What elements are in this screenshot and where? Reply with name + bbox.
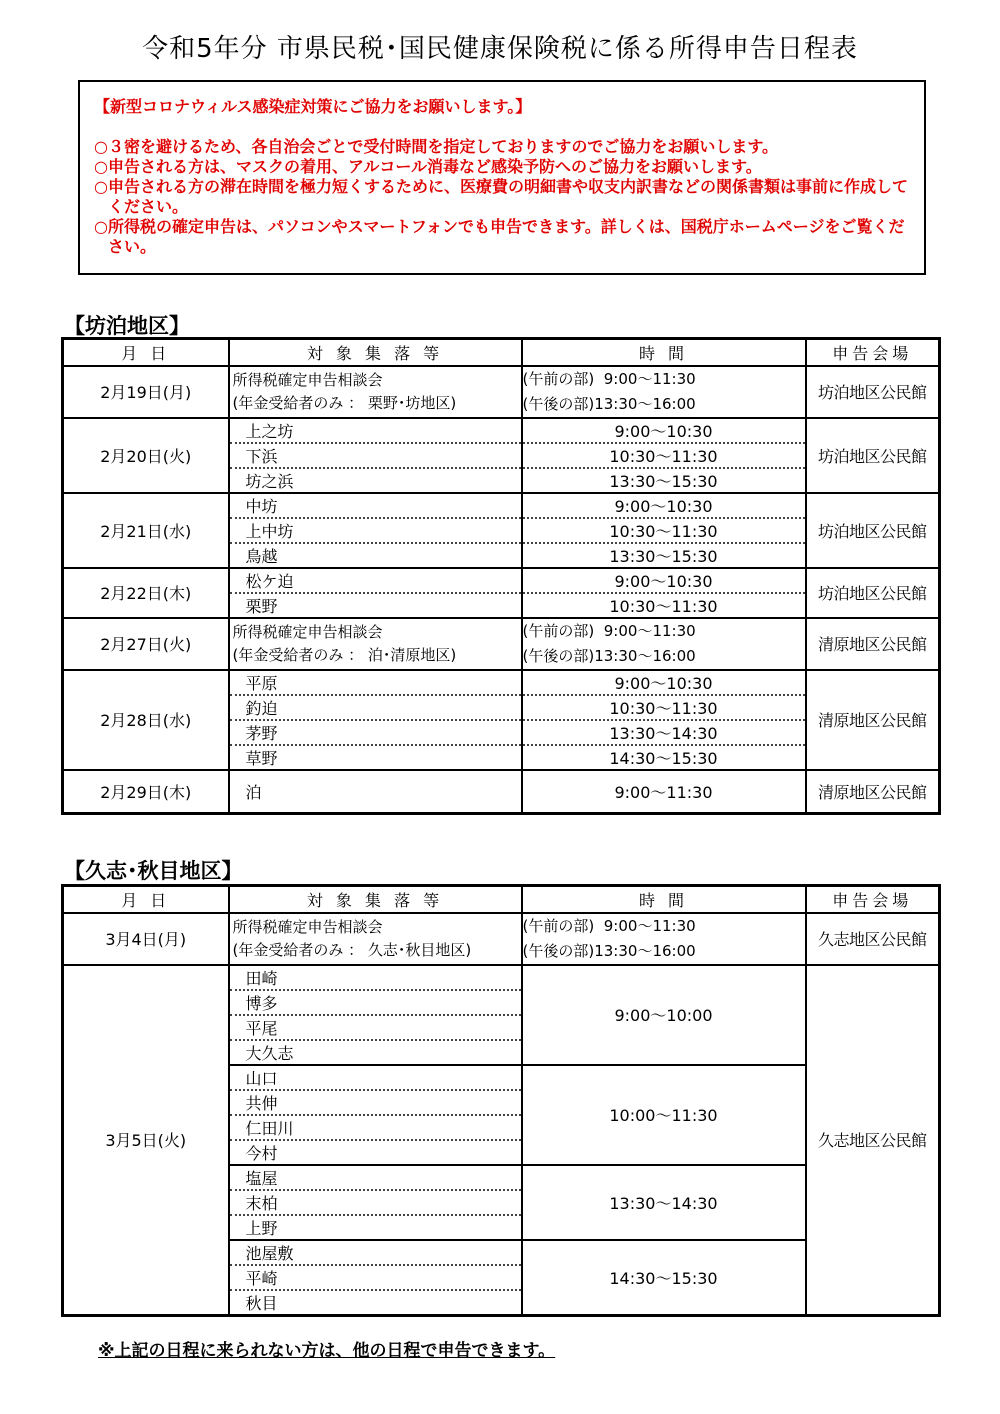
header-villages: 対 象 集 落 等 (229, 339, 522, 366)
venue-cell: 清原地区公民館 (806, 770, 940, 814)
village-cell: 栗野 (229, 593, 522, 618)
session-cell (522, 913, 806, 965)
village-cell: 上中坊 (229, 518, 522, 543)
venue-cell: 久志地区公民館 (806, 965, 940, 1316)
schedule-table-bodomari (61, 337, 941, 815)
notice-item (94, 217, 919, 257)
time-cell: 13:30～14:30 (522, 1165, 806, 1240)
date-cell: 2月22日(木) (63, 568, 229, 618)
consultation-label: 所得税確定申告相談会 (232, 622, 383, 641)
village-cell: 池屋敷 (229, 1240, 522, 1265)
time-cell: 9:00～10:30 (522, 568, 806, 593)
table-row (63, 913, 940, 965)
time-cell: 9:00～10:00 (522, 965, 806, 1065)
page-title: 令和5年分 市県民税･国民健康保険税に係る所得申告日程表 (142, 34, 858, 64)
village-cell: 平崎 (229, 1265, 522, 1290)
village-cell: 中坊 (229, 493, 522, 518)
venue-cell: 坊泊地区公民館 (806, 418, 940, 493)
time-cell: 10:30～11:30 (522, 593, 806, 618)
notice-item (94, 157, 919, 177)
circle-mark-icon: ○ (94, 217, 108, 236)
consultation-sub: (年金受給者のみ ： 久志･秋目地区) (232, 940, 472, 959)
table-row (63, 418, 940, 443)
header-time: 時 間 (522, 886, 806, 913)
notice-text: 所得税の確定申告は、パソコンやスマートフォンでも申告できます。詳しくは、国税庁ホームページをご覧ください。 (107, 217, 905, 256)
village-cell: 田崎 (229, 965, 522, 990)
circle-mark-icon: ○ (94, 157, 108, 176)
date-cell: 2月19日(月) (63, 366, 229, 418)
notice-heading: 【新型コロナウィルス感染症対策にご協力をお願いします。】 (94, 97, 532, 116)
time-cell: 13:30～15:30 (522, 468, 806, 493)
consultation-cell (229, 618, 522, 670)
venue-cell: 久志地区公民館 (806, 913, 940, 965)
venue-cell: 清原地区公民館 (806, 618, 940, 670)
consultation-sub: (年金受給者のみ ： 泊･清原地区) (232, 645, 457, 664)
header-venue: 申告会場 (806, 886, 940, 913)
village-cell: 山口 (229, 1065, 522, 1090)
village-cell: 釣迫 (229, 695, 522, 720)
time-cell: 14:30～15:30 (522, 745, 806, 770)
village-cell: 平原 (229, 670, 522, 695)
session-pm: (午後の部)13:30～16:00 (522, 646, 696, 665)
time-cell: 10:30～11:30 (522, 443, 806, 468)
village-cell: 茅野 (229, 720, 522, 745)
session-cell (522, 618, 806, 670)
notice-item (94, 137, 919, 157)
table-row (63, 366, 940, 418)
venue-cell: 坊泊地区公民館 (806, 366, 940, 418)
table-header-row (63, 339, 940, 366)
time-cell: 9:00～11:30 (522, 770, 806, 814)
consultation-cell (229, 913, 522, 965)
time-cell: 10:30～11:30 (522, 518, 806, 543)
footer-note: ※上記の日程に来られない方は、他の日程で申告できます。 (98, 1341, 556, 1361)
date-cell: 2月20日(火) (63, 418, 229, 493)
session-am: (午前の部) 9:00～11:30 (522, 369, 696, 388)
notice-text: 申告される方は、マスクの着用、アルコール消毒など感染予防へのご協力をお願いします。 (107, 157, 762, 176)
time-cell: 9:00～10:30 (522, 493, 806, 518)
table-row (63, 618, 940, 670)
session-am: (午前の部) 9:00～11:30 (522, 621, 696, 640)
session-am: (午前の部) 9:00～11:30 (522, 916, 696, 935)
village-cell: 大久志 (229, 1040, 522, 1065)
section-title-kushi: 【久志･秋目地区】 (64, 859, 243, 883)
circle-mark-icon: ○ (94, 137, 108, 156)
date-cell: 3月5日(火) (63, 965, 229, 1316)
village-cell: 今村 (229, 1140, 522, 1165)
section-title-bodomari: 【坊泊地区】 (64, 314, 190, 338)
header-time: 時 間 (522, 339, 806, 366)
notice-text: ３密を避けるため、各自治会ごとで受付時間を指定しておりますのでご協力をお願いします。 (107, 137, 779, 156)
village-cell: 秋目 (229, 1290, 522, 1316)
table-row (63, 965, 940, 990)
table-row (63, 670, 940, 695)
table-header-row (63, 886, 940, 913)
notice-text: 申告される方の滞在時間を極力短くするために、医療費の明細書や収支内訳書などの関係書類は事前に作成してください。 (107, 177, 908, 216)
venue-cell: 清原地区公民館 (806, 670, 940, 770)
header-date: 月 日 (63, 339, 229, 366)
consultation-label: 所得税確定申告相談会 (232, 917, 383, 936)
village-cell: 末柏 (229, 1190, 522, 1215)
time-cell: 14:30～15:30 (522, 1240, 806, 1316)
session-pm: (午後の部)13:30～16:00 (522, 941, 696, 960)
village-cell: 共伸 (229, 1090, 522, 1115)
session-pm: (午後の部)13:30～16:00 (522, 394, 696, 413)
time-cell: 13:30～15:30 (522, 543, 806, 568)
date-cell: 2月29日(木) (63, 770, 229, 814)
time-cell: 9:00～10:30 (522, 670, 806, 695)
village-cell: 下浜 (229, 443, 522, 468)
village-cell: 博多 (229, 990, 522, 1015)
time-cell: 13:30～14:30 (522, 720, 806, 745)
village-cell: 鳥越 (229, 543, 522, 568)
session-cell (522, 366, 806, 418)
village-cell: 塩屋 (229, 1165, 522, 1190)
venue-cell: 坊泊地区公民館 (806, 493, 940, 568)
time-cell: 10:30～11:30 (522, 695, 806, 720)
circle-mark-icon: ○ (94, 177, 108, 196)
consultation-label: 所得税確定申告相談会 (232, 370, 383, 389)
village-cell: 坊之浜 (229, 468, 522, 493)
notice-list (94, 137, 919, 257)
time-cell: 9:00～10:30 (522, 418, 806, 443)
date-cell: 3月4日(月) (63, 913, 229, 965)
notice-item (94, 177, 919, 217)
village-cell: 仁田川 (229, 1115, 522, 1140)
village-cell: 松ケ迫 (229, 568, 522, 593)
village-cell: 上野 (229, 1215, 522, 1240)
consultation-sub: (年金受給者のみ ： 栗野･坊地区) (232, 393, 457, 412)
header-venue: 申告会場 (806, 339, 940, 366)
time-cell: 10:00～11:30 (522, 1065, 806, 1165)
village-cell: 平尾 (229, 1015, 522, 1040)
date-cell: 2月28日(水) (63, 670, 229, 770)
venue-cell: 坊泊地区公民館 (806, 568, 940, 618)
consultation-cell (229, 366, 522, 418)
village-cell: 上之坊 (229, 418, 522, 443)
village-cell: 泊 (229, 770, 522, 814)
schedule-table-kushi (61, 884, 941, 1317)
table-row (63, 493, 940, 518)
table-row (63, 568, 940, 593)
table-row (63, 770, 940, 814)
date-cell: 2月27日(火) (63, 618, 229, 670)
date-cell: 2月21日(水) (63, 493, 229, 568)
header-date: 月 日 (63, 886, 229, 913)
village-cell: 草野 (229, 745, 522, 770)
header-villages: 対 象 集 落 等 (229, 886, 522, 913)
notice-box (78, 80, 926, 275)
